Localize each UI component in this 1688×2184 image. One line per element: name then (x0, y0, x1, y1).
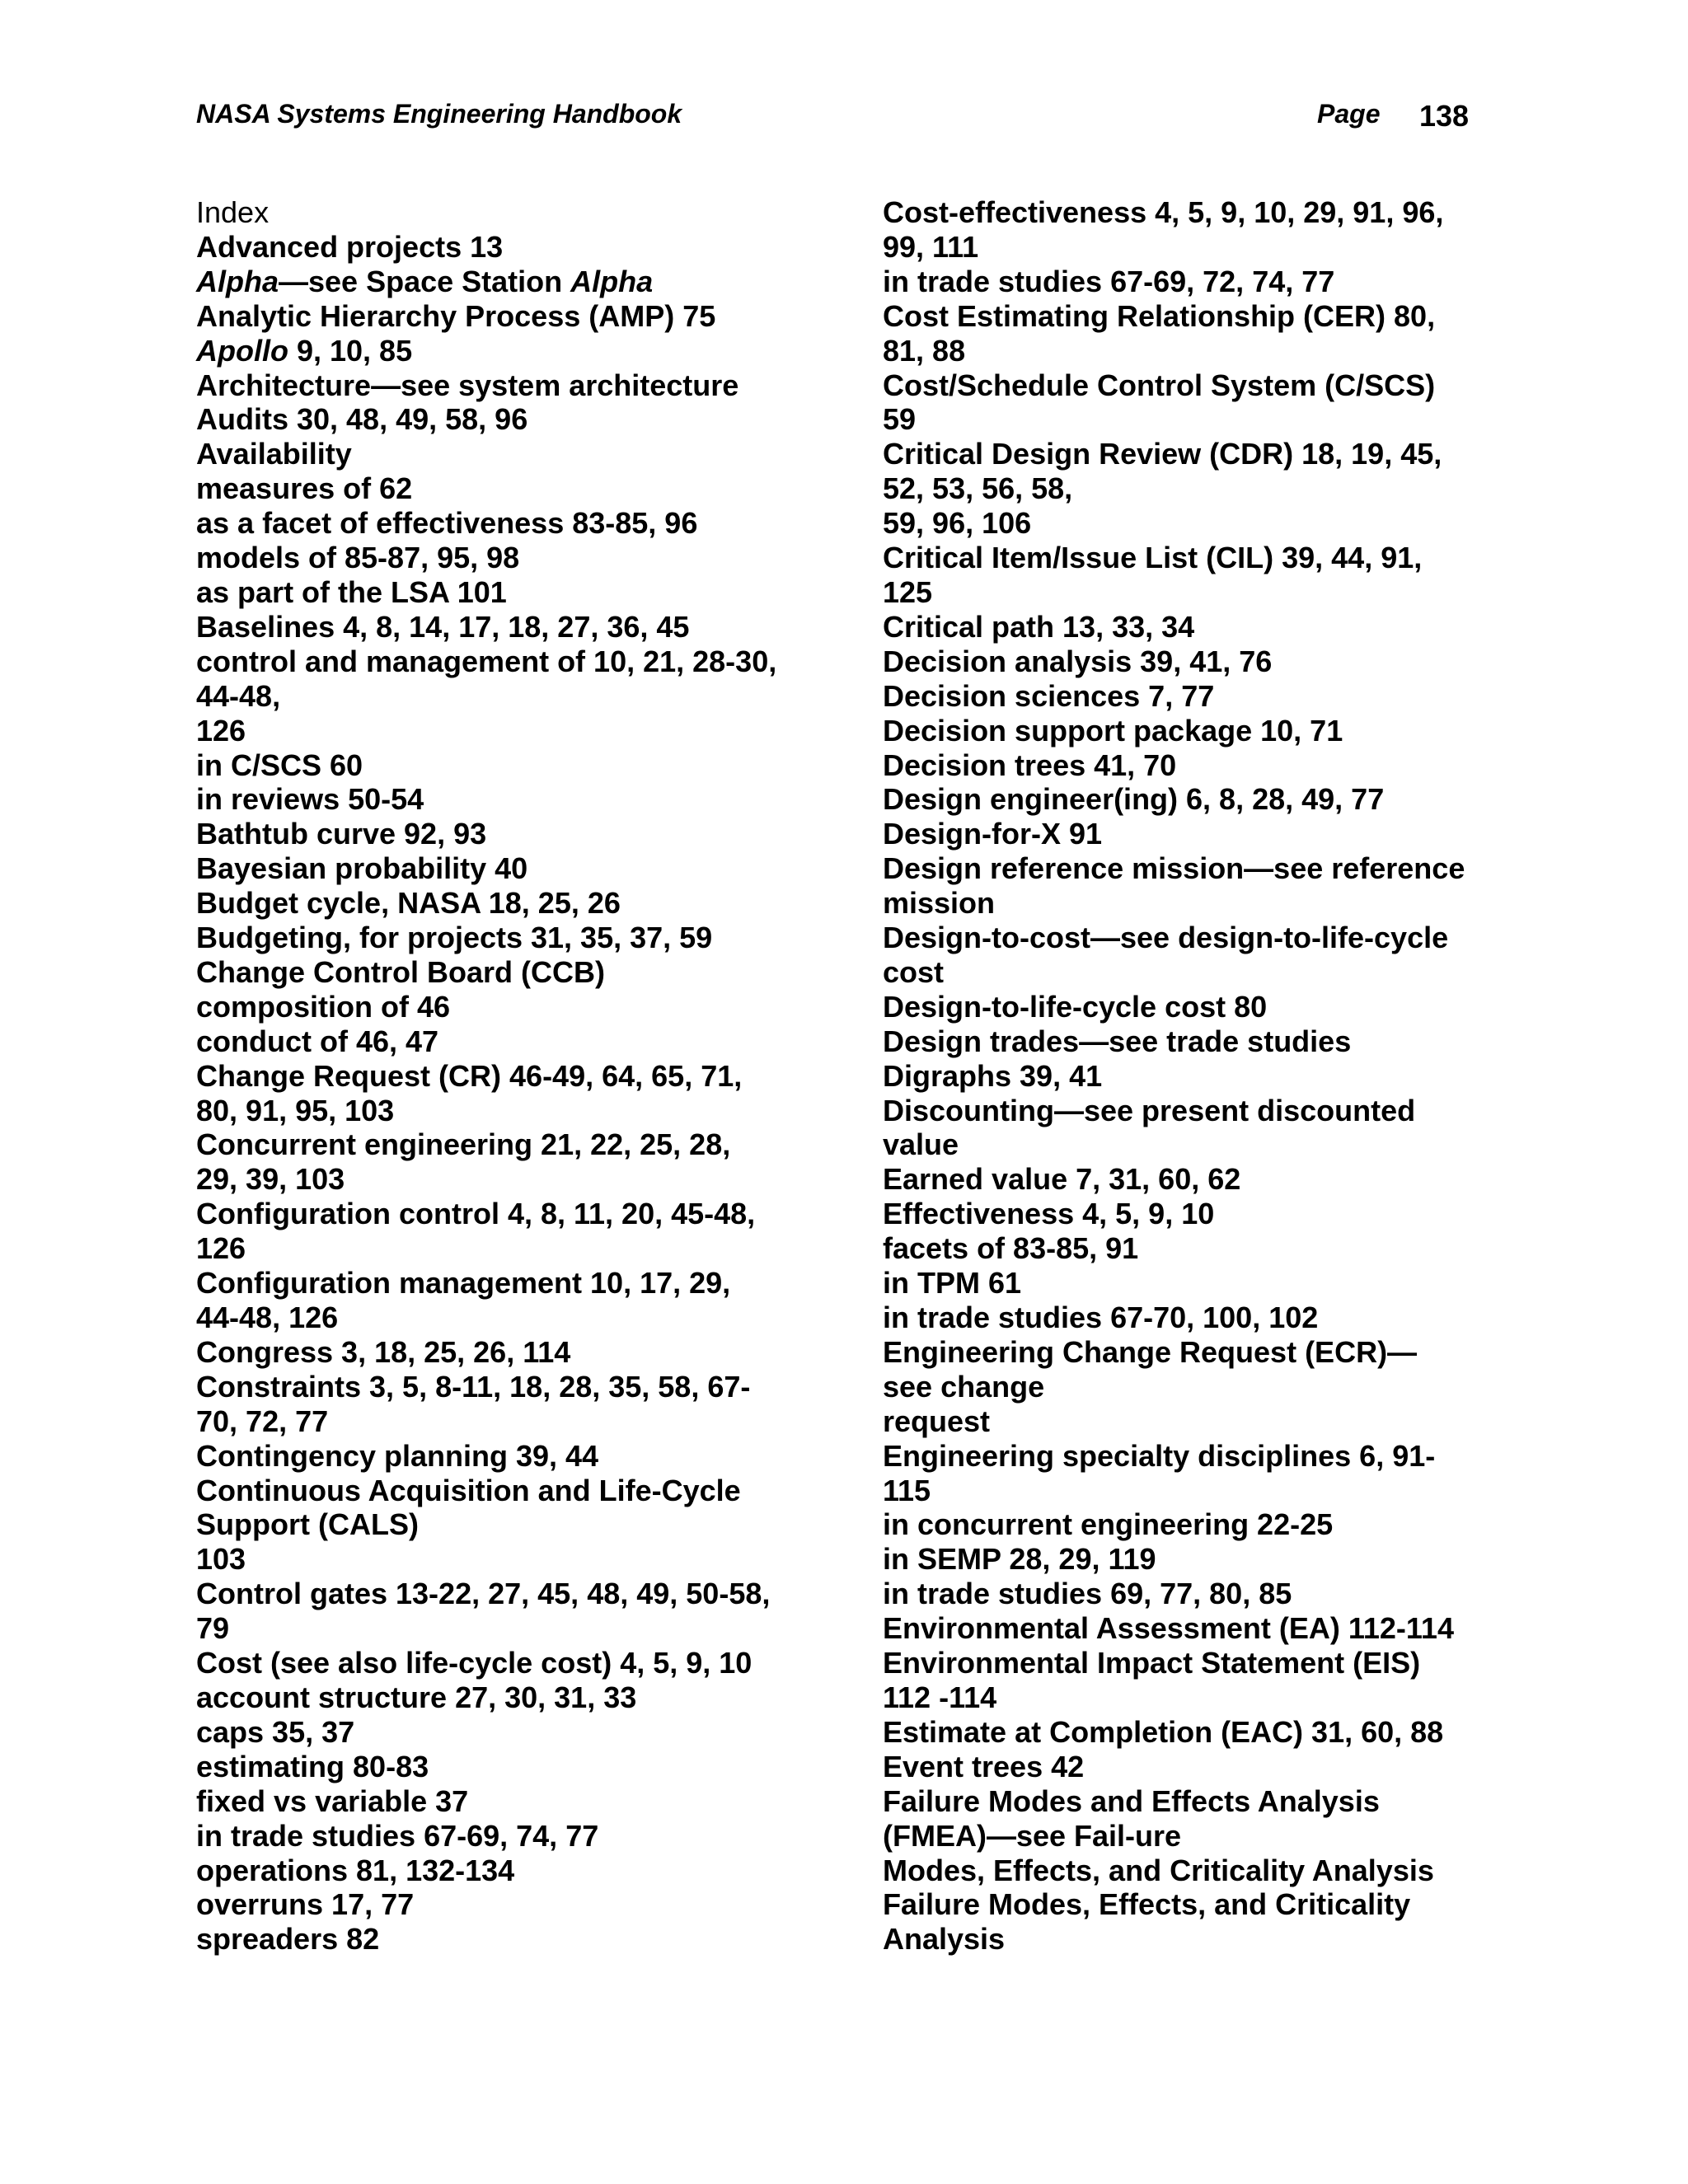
index-entry: (FMEA)—see Fail-ure (883, 1818, 1182, 1853)
index-entry: 44-48, (196, 678, 281, 713)
index-entry: control and management of 10, 21, 28-30, (196, 644, 777, 678)
index-entry: Constraints 3, 5, 8-11, 18, 28, 35, 58, 67- (196, 1369, 751, 1404)
index-entry: overruns 17, 77 (196, 1887, 415, 1922)
index-entry: Digraphs 39, 41 (883, 1058, 1103, 1093)
index-entry: Environmental Impact Statement (EIS) (883, 1646, 1421, 1680)
index-entry: in reviews 50-54 (196, 782, 424, 817)
index-entry: Design engineer(ing) 6, 8, 28, 49, 77 (883, 782, 1385, 817)
index-entry: Design trades—see trade studies (883, 1024, 1352, 1058)
index-entry: Audits 30, 48, 49, 58, 96 (196, 402, 528, 437)
index-entry: in C/SCS 60 (196, 748, 363, 782)
index-entry: Discounting—see present discounted (883, 1093, 1416, 1127)
index-entry: 126 (196, 1231, 246, 1266)
index-entry: Baselines 4, 8, 14, 17, 18, 27, 36, 45 (196, 609, 690, 644)
index-entry: Architecture—see system architecture (196, 368, 739, 402)
index-entry: cost (883, 954, 945, 989)
index-entry: fixed vs variable 37 (196, 1783, 469, 1818)
index-entry: Modes, Effects, and Criticality Analysis (883, 1853, 1434, 1887)
index-entry: Effectiveness 4, 5, 9, 10 (883, 1197, 1215, 1231)
index-entry: Failure Modes, Effects, and Criticality (883, 1887, 1411, 1922)
index-entry: Decision analysis 39, 41, 76 (883, 644, 1273, 678)
index-title: Index (196, 195, 270, 229)
index-entry: 59, 96, 106 (883, 506, 1032, 541)
index-entry: 52, 53, 56, 58, (883, 471, 1073, 506)
index-entry: Alpha—see Space Station Alpha (196, 264, 654, 298)
index-entry: Change Control Board (CCB) (196, 954, 605, 989)
index-entry: Congress 3, 18, 25, 26, 114 (196, 1334, 571, 1369)
book-title: NASA Systems Engineering Handbook (196, 99, 682, 129)
index-entry: Cost (see also life-cycle cost) 4, 5, 9, 10 (196, 1646, 753, 1680)
index-entry: Critical path 13, 33, 34 (883, 609, 1195, 644)
index-entry: measures of 62 (196, 471, 413, 506)
index-entry: spreaders 82 (196, 1922, 380, 1957)
index-entry: Event trees 42 (883, 1749, 1085, 1783)
index-entry: in TPM 61 (883, 1266, 1022, 1301)
index-entry: in trade studies 67-69, 74, 77 (196, 1818, 599, 1853)
index-entry: Cost/Schedule Control System (C/SCS) (883, 368, 1436, 402)
index-entry: 115 (883, 1473, 931, 1507)
index-right-column (883, 195, 1476, 1957)
page-label: Page (1317, 99, 1381, 129)
index-entry: estimating 80-83 (196, 1749, 429, 1783)
index-entry: request (883, 1404, 991, 1438)
index-entry: Availability (196, 437, 352, 471)
index-entry: operations 81, 132-134 (196, 1853, 515, 1887)
index-entry: Budgeting, for projects 31, 35, 37, 59 (196, 921, 713, 955)
index-entry: 99, 111 (883, 229, 979, 264)
index-entry: as a facet of effectiveness 83-85, 96 (196, 506, 698, 541)
index-entry: composition of 46 (196, 989, 451, 1024)
index-entry: 80, 91, 95, 103 (196, 1093, 395, 1127)
index-entry: Decision trees 41, 70 (883, 748, 1177, 782)
index-entry: Estimate at Completion (EAC) 31, 60, 88 (883, 1714, 1444, 1749)
index-entry: in trade studies 67-70, 100, 102 (883, 1301, 1319, 1334)
index-entry: as part of the LSA 101 (196, 574, 507, 609)
index-entry: models of 85-87, 95, 98 (196, 541, 520, 575)
index-entry: Budget cycle, NASA 18, 25, 26 (196, 886, 621, 921)
index-entry: Concurrent engineering 21, 22, 25, 28, (196, 1127, 731, 1162)
index-entry: Design-to-life-cycle cost 80 (883, 989, 1268, 1024)
index-entry: Design reference mission—see reference (883, 851, 1465, 886)
page-number: 138 (1419, 99, 1470, 133)
index-entry: Failure Modes and Effects Analysis (883, 1783, 1380, 1818)
index-entry: Environmental Assessment (EA) 112-114 (883, 1611, 1454, 1646)
index-entry: 126 (196, 713, 246, 748)
index-entry: value (883, 1127, 959, 1162)
index-entry: Control gates 13-22, 27, 45, 48, 49, 50-58, (196, 1577, 771, 1611)
index-entry: Support (CALS) (196, 1507, 419, 1542)
index-entry: 59 (883, 402, 917, 437)
index-entry: in SEMP 28, 29, 119 (883, 1542, 1156, 1577)
index-entry: see change (883, 1369, 1045, 1404)
index-entry: 112 -114 (883, 1680, 997, 1714)
index-entry: Design-to-cost—see design-to-life-cycle (883, 921, 1449, 955)
index-entry: Cost-effectiveness 4, 5, 9, 10, 29, 91, 96, (883, 195, 1444, 229)
index-entry: 29, 39, 103 (196, 1162, 345, 1197)
index-entry: in concurrent engineering 22-25 (883, 1507, 1334, 1542)
index-entry: Engineering Change Request (ECR)— (883, 1334, 1418, 1369)
index-entry: caps 35, 37 (196, 1714, 355, 1749)
index-entry: Engineering specialty disciplines 6, 91- (883, 1438, 1436, 1473)
index-left-column (196, 195, 823, 1957)
index-entry: Decision sciences 7, 77 (883, 678, 1215, 713)
index-entry: Analysis (883, 1922, 1006, 1957)
index-entry: mission (883, 886, 996, 921)
index-entry: account structure 27, 30, 31, 33 (196, 1680, 637, 1714)
index-entry: Critical Design Review (CDR) 18, 19, 45, (883, 437, 1442, 471)
index-entry: 79 (196, 1611, 230, 1646)
index-entry: facets of 83-85, 91 (883, 1231, 1139, 1266)
index-entry: in trade studies 67-69, 72, 74, 77 (883, 264, 1335, 298)
index-entry: 103 (196, 1542, 246, 1577)
index-entry: Critical Item/Issue List (CIL) 39, 44, 91, (883, 541, 1423, 575)
index-entry: 125 (883, 574, 933, 609)
index-entry: Bathtub curve 92, 93 (196, 817, 487, 851)
index-left-entries (196, 230, 823, 1957)
index-entry: Change Request (CR) 46-49, 64, 65, 71, (196, 1058, 743, 1093)
index-entry: Apollo 9, 10, 85 (196, 333, 413, 368)
index-entry: Analytic Hierarchy Process (AMP) 75 (196, 298, 716, 333)
index-entry: Bayesian probability 40 (196, 851, 528, 886)
index-right-entries (883, 195, 1476, 1957)
index-entry: Configuration management 10, 17, 29, (196, 1266, 731, 1301)
index-entry: Cost Estimating Relationship (CER) 80, (883, 298, 1436, 333)
index-entry: Decision support package 10, 71 (883, 713, 1343, 748)
index-entry: Configuration control 4, 8, 11, 20, 45-48, (196, 1197, 756, 1231)
index-entry: Advanced projects 13 (196, 229, 504, 264)
index-entry: 81, 88 (883, 333, 966, 368)
index-entry: Continuous Acquisition and Life-Cycle (196, 1473, 741, 1507)
index-entry: in trade studies 69, 77, 80, 85 (883, 1577, 1292, 1611)
index-entry: 70, 72, 77 (196, 1404, 329, 1438)
index-entry: Earned value 7, 31, 60, 62 (883, 1162, 1241, 1197)
index-entry: 44-48, 126 (196, 1301, 339, 1334)
index-entry: Design-for-X 91 (883, 817, 1103, 851)
index-entry: Contingency planning 39, 44 (196, 1438, 599, 1473)
index-entry: conduct of 46, 47 (196, 1024, 439, 1058)
